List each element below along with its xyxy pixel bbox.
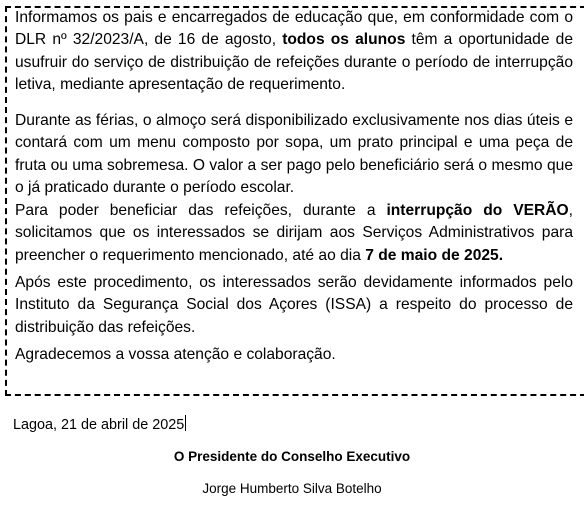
notice-paragraph-3-highlight-period: interrupção do VERÃO	[386, 202, 569, 219]
notice-paragraph-2: Durante as férias, o almoço será disponibilizado exclusivamente nos dias úteis e contará com um menu composto por sopa, um prato principal e uma peça de fruta ou uma sobremesa. O valor a ser pago pelo beneficiário será o mesmo que o já praticado durante o período escolar.	[15, 112, 573, 196]
signer-title: O Presidente do Conselho Executivo	[173, 449, 411, 464]
notice-paragraph-5: Agradecemos a vossa atenção e colaboração.	[15, 346, 336, 363]
notice-paragraph-4: Após este procedimento, os interessados serão devidamente informados pelo Instituto da Segurança Social dos Açores (ISSA) a respeito do processo de distribuição das refeições.	[15, 274, 573, 336]
text-cursor	[185, 415, 186, 431]
notice-paragraph-3-middle: , solicitamos que os interessados se dirijam aos Serviços Administrativos para preencher o requerimento mencionado, até ao dia	[15, 202, 573, 264]
notice-paragraph-1-intro: Informamos os pais e encarregados de educação que, em conformidade com o DLR nº 32/2023/A, de 16 de agosto,	[15, 9, 573, 49]
notice-paragraph-1	[15, 7, 573, 96]
notice-paragraph-3-intro: Para poder beneficiar das refeições, durante a	[15, 202, 387, 219]
signer-name: Jorge Humberto Silva Botelho	[202, 481, 382, 496]
notice-box	[5, 6, 584, 396]
notice-paragraph-1-rest: têm a oportunidade de usufruir do serviço de distribuição de refeições durante o período de interrupção letiva, mediante apresentação de requerimento.	[15, 31, 573, 93]
date-line[interactable]	[13, 415, 186, 434]
date-text: Lagoa, 21 de abril de 2025	[13, 417, 185, 433]
notice-paragraph-3-highlight-deadline: 7 de maio de 2025.	[365, 246, 504, 264]
notice-paragraph-1-highlight: todos os alunos	[282, 31, 406, 49]
notice-paragraph-3	[15, 200, 573, 267]
